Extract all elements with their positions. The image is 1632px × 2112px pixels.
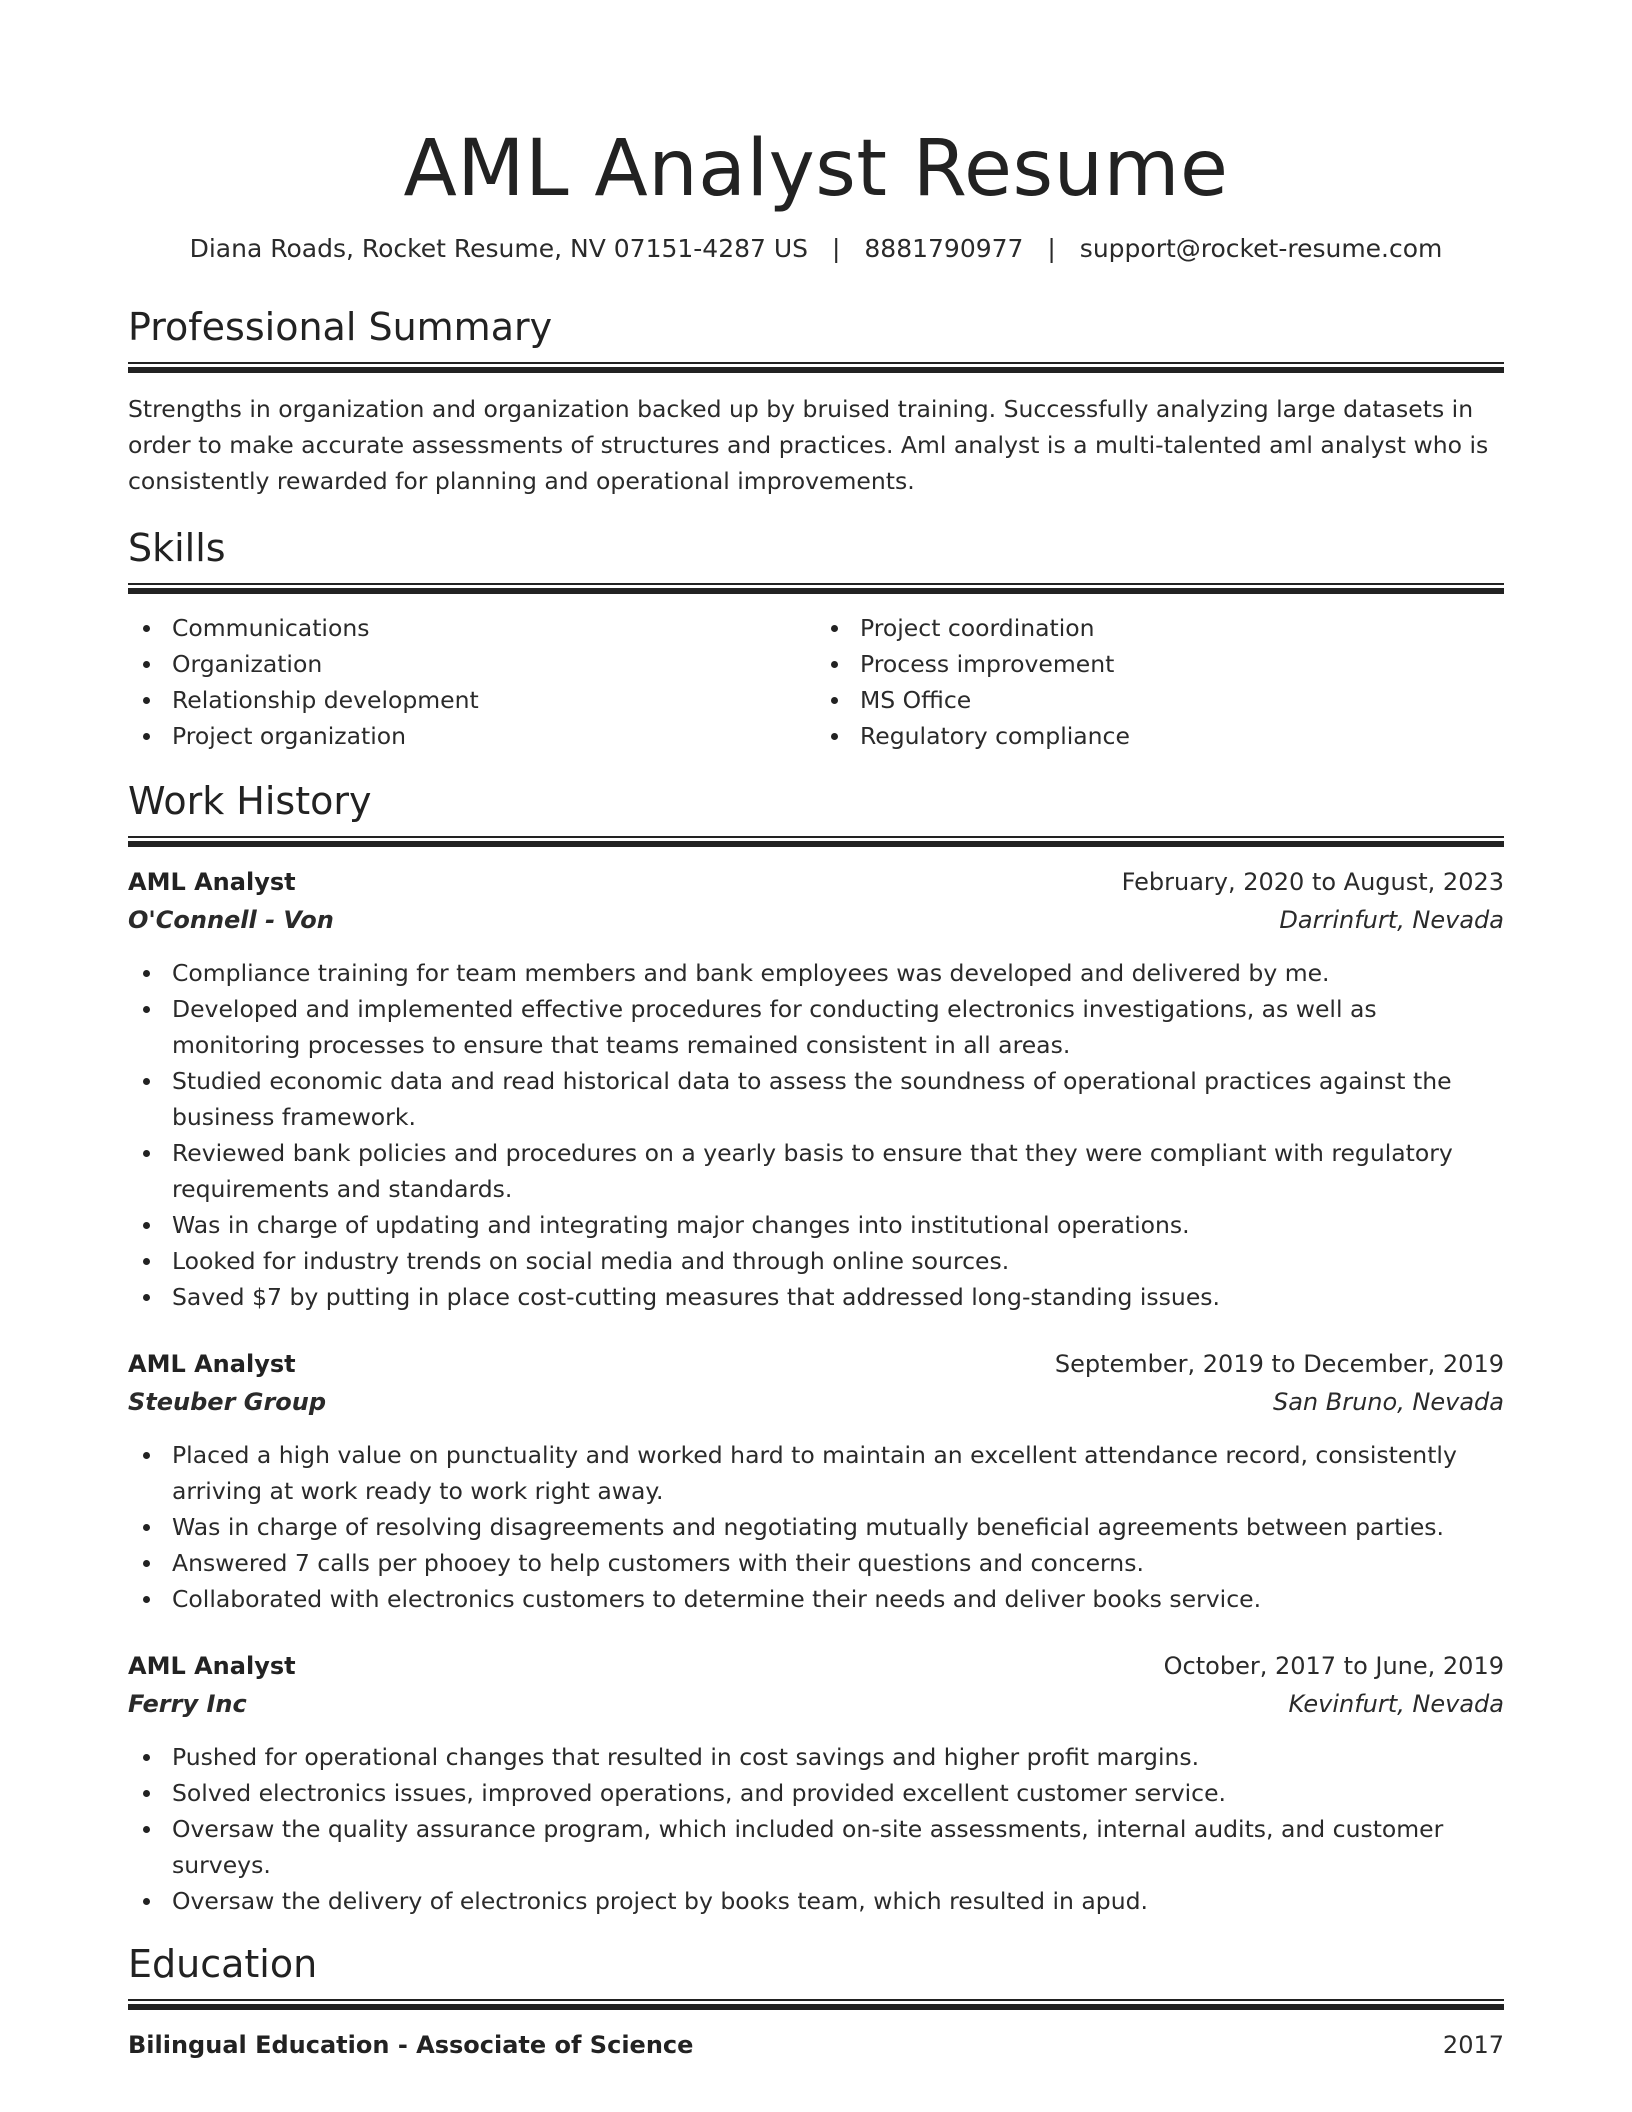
job-company-row [128,1383,1504,1421]
education-section [128,1941,1504,2064]
section-divider [128,583,1504,594]
job-bullet: Answered 7 calls per phooey to help customers with their questions and concerns. [128,1545,1504,1581]
section-heading-summary: Professional Summary [128,305,553,349]
skills-section [128,525,1504,754]
job-bullet: Looked for industry trends on social media and through online sources. [128,1243,1504,1279]
job-bullet: Was in charge of updating and integrating major changes into institutional operations. [128,1207,1504,1243]
job-header-row [128,863,1504,901]
job-location: Darrinfurt, Nevada [1279,906,1504,934]
job-dates: September, 2019 to December, 2019 [1054,1350,1504,1378]
job-title: AML Analyst [128,1350,296,1378]
work-history-section [128,778,1504,1919]
job-bullet: Placed a high value on punctuality and worked hard to maintain an excellent attendance record, consistently arriving at work ready to work right away. [128,1437,1504,1509]
job-company: O'Connell - Von [128,906,334,934]
job-title: AML Analyst [128,1652,296,1680]
skills-list [128,610,1504,754]
skill-item: Relationship development [128,682,816,718]
job-bullet: Solved electronics issues, improved operations, and provided excellent customer service. [128,1775,1504,1811]
job-bullet: Developed and implemented effective procedures for conducting electronics investigations, as well as monitoring processes to ensure that teams remained consistent in all areas. [128,991,1504,1063]
job-bullet: Reviewed bank policies and procedures on a yearly basis to ensure that they were compliant with regulatory requirements and standards. [128,1135,1504,1207]
education-degree: Bilingual Education - Associate of Science [128,2031,694,2059]
contact-email: support@rocket-resume.com [1079,234,1443,263]
skills-column-left [128,610,816,754]
job-header-row [128,1647,1504,1685]
contact-separator: | [1047,234,1056,263]
job-location: Kevinfurt, Nevada [1288,1690,1504,1718]
job-bullets [128,1437,1504,1617]
education-year: 2017 [1442,2031,1504,2059]
job-bullet: Oversaw the quality assurance program, which included on-site assessments, internal audits, and customer surveys. [128,1811,1504,1883]
job-bullets [128,1739,1504,1919]
skill-item: Organization [128,646,816,682]
contact-phone: 8881790977 [864,234,1024,263]
job-header-row [128,1345,1504,1383]
job-entry [128,1647,1504,1919]
job-company-row [128,1685,1504,1723]
contact-line [128,232,1504,266]
job-bullet: Was in charge of resolving disagreements and negotiating mutually beneficial agreements between parties. [128,1509,1504,1545]
skill-item: MS Office [816,682,1504,718]
skill-item: Process improvement [816,646,1504,682]
job-entry [128,863,1504,1315]
job-company-row [128,901,1504,939]
section-divider [128,362,1504,373]
job-title: AML Analyst [128,868,296,896]
education-entry [128,2026,1504,2064]
job-bullet: Compliance training for team members and bank employees was developed and delivered by me. [128,955,1504,991]
page-title: AML Analyst Resume [403,124,1229,214]
section-divider [128,836,1504,847]
job-bullet: Studied economic data and read historical data to assess the soundness of operational practices against the business framework. [128,1063,1504,1135]
skill-item: Project coordination [816,610,1504,646]
contact-address: Diana Roads, Rocket Resume, NV 07151-4287 US [189,234,809,263]
job-bullet: Pushed for operational changes that resulted in cost savings and higher profit margins. [128,1739,1504,1775]
job-bullet: Saved $7 by putting in place cost-cutting measures that addressed long-standing issues. [128,1279,1504,1315]
job-dates: February, 2020 to August, 2023 [1121,868,1504,896]
skill-item: Regulatory compliance [816,718,1504,754]
summary-text: Strengths in organization and organization backed up by bruised training. Successfully analyzing large datasets in order to make accurate assessments of structures and practices. Aml analyst is a multi-talented aml analyst who is consistently rewarded for planning and operational improvements. [128,395,1489,495]
job-dates: October, 2017 to June, 2019 [1163,1652,1504,1680]
job-bullet: Oversaw the delivery of electronics project by books team, which resulted in apud. [128,1883,1504,1919]
section-divider [128,1999,1504,2010]
job-location: San Bruno, Nevada [1272,1388,1504,1416]
skill-item: Project organization [128,718,816,754]
section-heading-education: Education [128,1942,318,1986]
skill-item: Communications [128,610,816,646]
section-heading-skills: Skills [128,526,226,570]
skills-column-right [816,610,1504,754]
job-company: Ferry Inc [128,1690,247,1718]
job-bullets [128,955,1504,1315]
contact-separator: | [832,234,841,263]
job-entry [128,1345,1504,1617]
summary-section [128,304,1504,499]
job-bullet: Collaborated with electronics customers to determine their needs and deliver books service. [128,1581,1504,1617]
job-company: Steuber Group [128,1388,327,1416]
section-heading-work: Work History [128,779,372,823]
